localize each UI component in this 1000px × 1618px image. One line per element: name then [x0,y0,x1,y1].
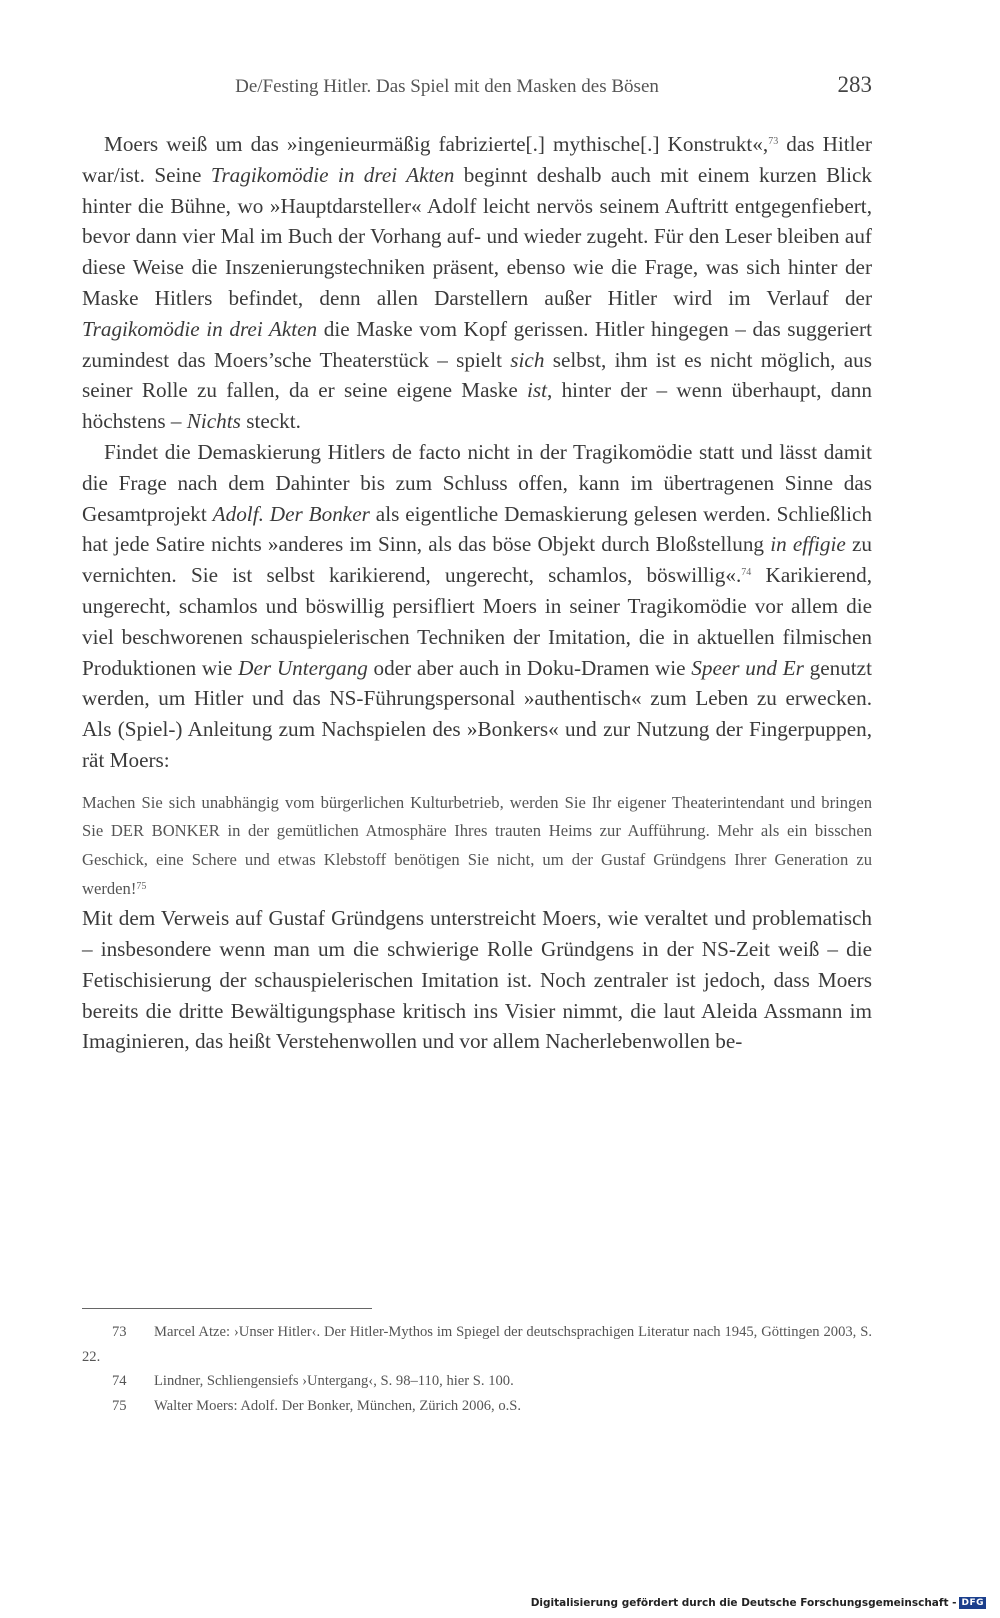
italic-title: Tragikomödie in drei Akten [82,316,318,341]
text-run: als eigentliche Demaskierung gelesen werden. Schließlich hat jede Satire nichts »anderes im Sinn, als das böse Objekt durch Bloßstellung [82,501,872,557]
footnote-74 [82,1369,872,1394]
text-run: selbst, ihm ist es nicht möglich, aus seiner Rolle zu fallen, da er seine eigene Maske [82,347,873,403]
footnote-number: 74 [112,1373,127,1389]
digitization-text: Digitalisierung gefördert durch die Deutsche Forschungsgemeinschaft - [530,1597,957,1609]
italic-emphasis: Nichts [186,409,241,434]
italic-emphasis: in effigie [770,532,846,557]
footnote-number: 75 [112,1397,127,1414]
digitization-notice [531,1596,986,1610]
text-run: Karikierend, ungerecht, schamlos und böswillig persifliert Moers in seiner Tragikomödie vor allem die viel beschworenen schauspielerischen Techniken der Imitation, die in aktuellen filmischen Produktionen wie [82,563,872,680]
footnotes [82,1320,872,1418]
text-run: genutzt werden, um Hitler und das NS-Führungspersonal »authentisch« zum Leben zu erwecken. Als (Spiel-) Anleitung zum Nachspielen des »Bonkers« und zur Nutzung der Fingerpuppen, rät Moers: [82,655,872,772]
paragraph-3: Mit dem Verweis auf Gustaf Gründgens unterstreicht Moers, wie veraltet und problematisch – insbesondere wenn man um die schwierige Rolle Gründgens in der NS-Zeit weiß – die Fetischisierung der schauspielerischen Imitation ist. Noch zentraler ist jedoch, dass Moers bereits die dritte Bewältigungsphase kritisch ins Visier nimmt, die laut Aleida Assmann im Imaginieren, das heißt Verstehenwollen und vor allem Nacherlebenwollen be- [82,906,872,1054]
main-text [82,129,872,1057]
text-run: , hinter der – wenn überhaupt, dann höchstens – [82,378,872,434]
footnote-ref-75[interactable]: 75 [136,880,147,892]
italic-title: Adolf. Der Bonker [212,501,370,526]
italic-title: Tragikomödie in drei Akten [210,162,455,187]
footnote-ref-74[interactable]: 74 [741,567,752,579]
footnote-text: Marcel Atze: ›Unser Hitler‹. Der Hitler-Mythos im Spiegel der deutschsprachigen Literatur nach 1945, Göttingen 2003, S. 22. [82,1324,872,1365]
italic-emphasis: sich [510,347,545,372]
text-run: beginnt deshalb auch mit einem kurzen Blick hinter die Bühne, wo »Hauptdarsteller« Adolf leicht nervös seinem Auftritt entgegenfiebert, bevor dann vier Mal im Buch der Vorhang auf- und wieder zugeht. Für den Leser bleiben auf diese Weise die Inszenierungstechniken präsent, ebenso wie die Frage, was sich hinter der Maske Hitlers befindet, denn allen Darstellern außer Hitler wird im Verlauf der [82,162,872,310]
text-run: zu vernichten. Sie ist selbst karikierend, ungerecht, schamlos, böswillig«. [82,532,873,588]
running-header [82,72,872,108]
italic-emphasis: ist [527,378,548,403]
footnote-text: Lindner, Schliengensiefs ›Untergang‹, S. 98–110, hier S. 100. [154,1373,514,1389]
paragraph-2 [82,437,872,776]
quote-text: Machen Sie sich unabhängig vom bürgerlichen Kulturbetrieb, werden Sie Ihr eigener Theaterintendant und bringen Sie DER BONKER in der gemütlichen Atmosphäre Ihres trauten Heims zur Aufführung. Mehr als ein bisschen Geschick, eine Schere und etwas Klebstoff benötigen Sie nicht, um der Gustaf Gründgens Ihrer Generation zu werden! [82,792,872,898]
footnote-75 [82,1394,872,1419]
block-quote [82,789,872,903]
text-run: das Hitler war/ist. Seine [82,132,872,187]
page-number: 283 [837,72,872,97]
footnote-73 [82,1320,872,1369]
text-run: oder aber auch in Doku-Dramen wie [367,655,692,680]
paragraph-1 [82,129,872,437]
dfg-logo-icon: DFG [961,1598,984,1608]
footnote-text: Walter Moers: Adolf. Der Bonker, München, Zürich 2006, o.S. [154,1397,522,1414]
running-title: De/Festing Hitler. Das Spiel mit den Masken des Bösen [235,76,659,97]
italic-title: Der Untergang [238,655,368,680]
text-run: steckt. [240,409,301,434]
text-run: die Maske vom Kopf gerissen. Hitler hingegen – das suggeriert zumindest das Moers’sche Theaterstück – spielt [82,316,872,372]
text-run: Findet die Demaskierung Hitlers de facto nicht in der Tragikomödie statt und lässt damit die Frage nach dem Dahinter bis zum Schluss offen, kann im übertragenen Sinne das Gesamtprojekt [82,439,872,526]
text-run: Moers weiß um das »ingenieurmäßig fabrizierte[.] mythische[.] Konstrukt«, [104,132,769,156]
footnote-divider [82,1308,372,1309]
footnote-ref-73[interactable]: 73 [768,136,779,147]
italic-title: Speer und Er [691,655,804,680]
footnote-number: 73 [112,1324,127,1340]
